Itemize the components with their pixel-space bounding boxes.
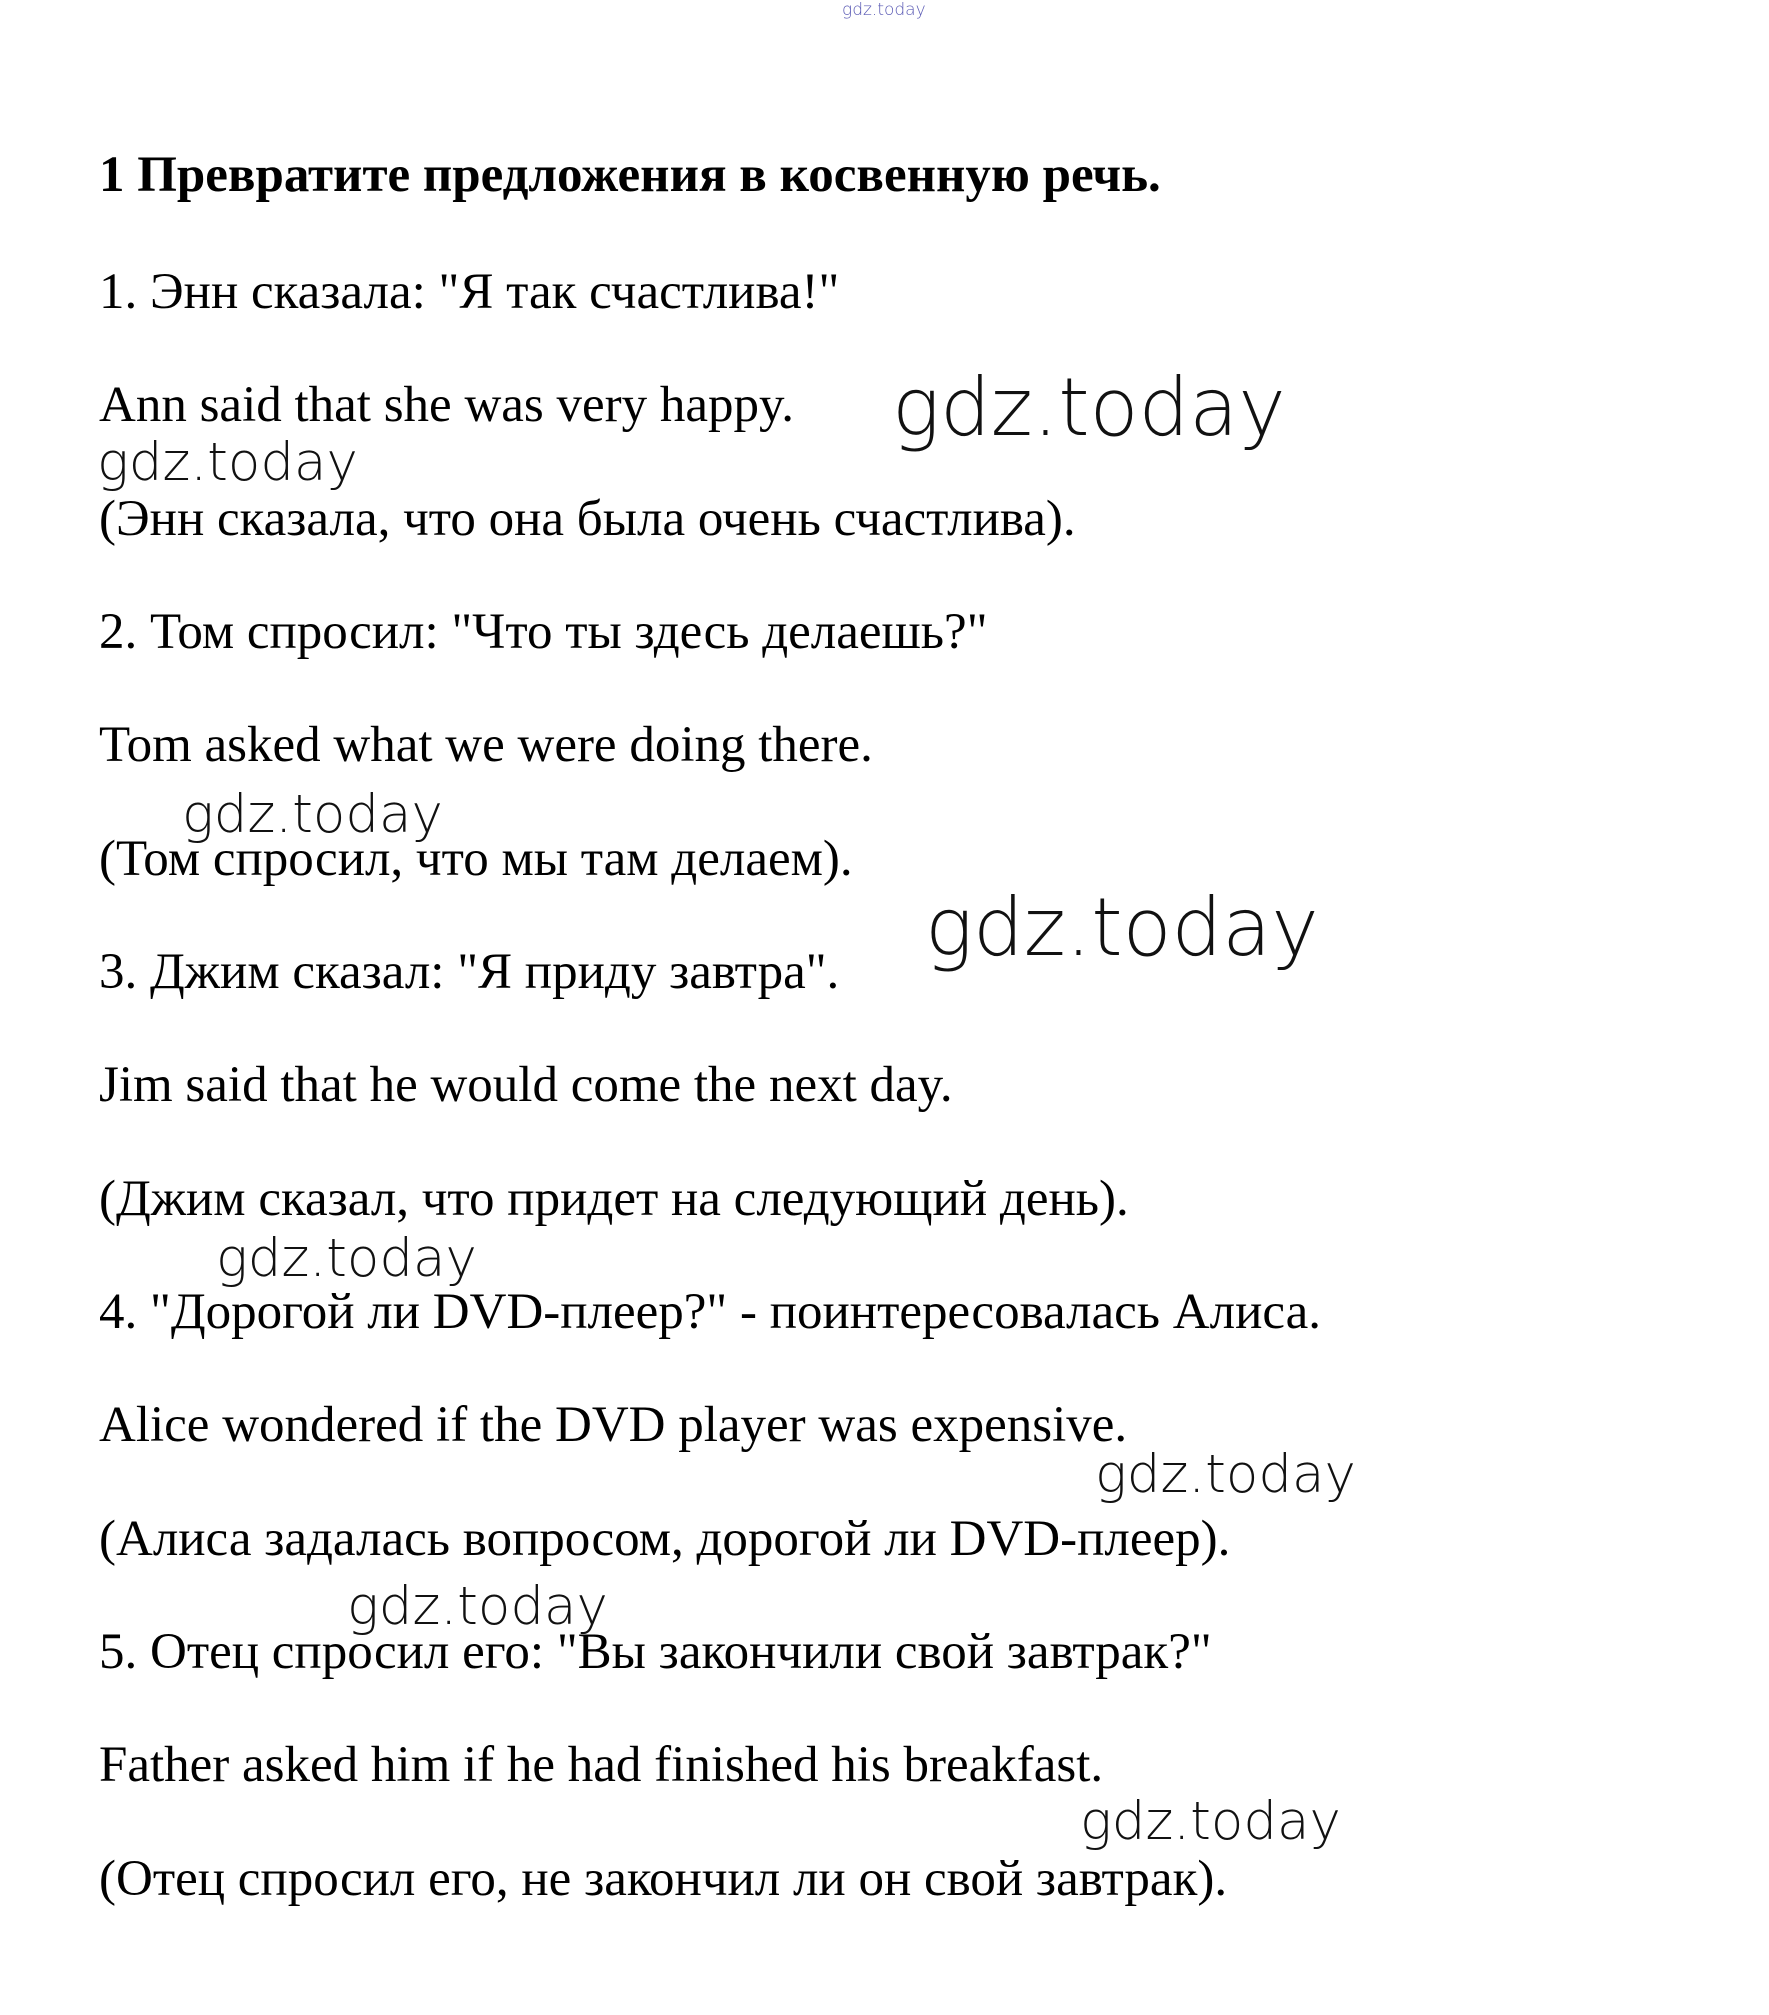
- watermark-5: gdz.today: [216, 1228, 477, 1289]
- watermark-3: gdz.today: [182, 784, 443, 845]
- item-5-answer: Father asked him if he had finished his breakfast.: [99, 1737, 1104, 1793]
- item-4-answer: Alice wondered if the DVD player was expensive.: [99, 1397, 1128, 1453]
- watermark-8: gdz.today: [1080, 1791, 1341, 1852]
- item-4-translation: (Алиса задалась вопросом, дорогой ли DVD-плеер).: [99, 1511, 1231, 1567]
- item-5-prompt: 5. Отец спросил его: "Вы закончили свой завтрак?": [99, 1624, 1212, 1680]
- watermark-2: gdz.today: [97, 432, 358, 493]
- watermark-7: gdz.today: [347, 1576, 608, 1637]
- watermark-top: gdz.today: [842, 0, 926, 20]
- item-1-translation: (Энн сказала, что она была очень счастлива).: [99, 491, 1076, 547]
- item-2-translation: (Том спросил, что мы там делаем).: [99, 831, 853, 887]
- watermark-4: gdz.today: [925, 881, 1319, 974]
- item-1-prompt: 1. Энн сказала: "Я так счастлива!": [99, 264, 840, 320]
- item-2-prompt: 2. Том спросил: "Что ты здесь делаешь?": [99, 604, 988, 660]
- exercise-title: 1 Превратите предложения в косвенную речь.: [99, 147, 1161, 203]
- item-2-answer: Tom asked what we were doing there.: [99, 717, 873, 773]
- watermark-6: gdz.today: [1095, 1444, 1356, 1505]
- item-3-translation: (Джим сказал, что придет на следующий день).: [99, 1171, 1129, 1227]
- watermark-1: gdz.today: [892, 361, 1286, 454]
- item-4-prompt: 4. "Дорогой ли DVD-плеер?" - поинтересовалась Алиса.: [99, 1284, 1322, 1340]
- item-1-answer: Ann said that she was very happy.: [99, 377, 794, 433]
- item-5-translation: (Отец спросил его, не закончил ли он свой завтрак).: [99, 1851, 1228, 1907]
- item-3-answer: Jim said that he would come the next day.: [99, 1057, 953, 1113]
- item-3-prompt: 3. Джим сказал: "Я приду завтра".: [99, 944, 840, 1000]
